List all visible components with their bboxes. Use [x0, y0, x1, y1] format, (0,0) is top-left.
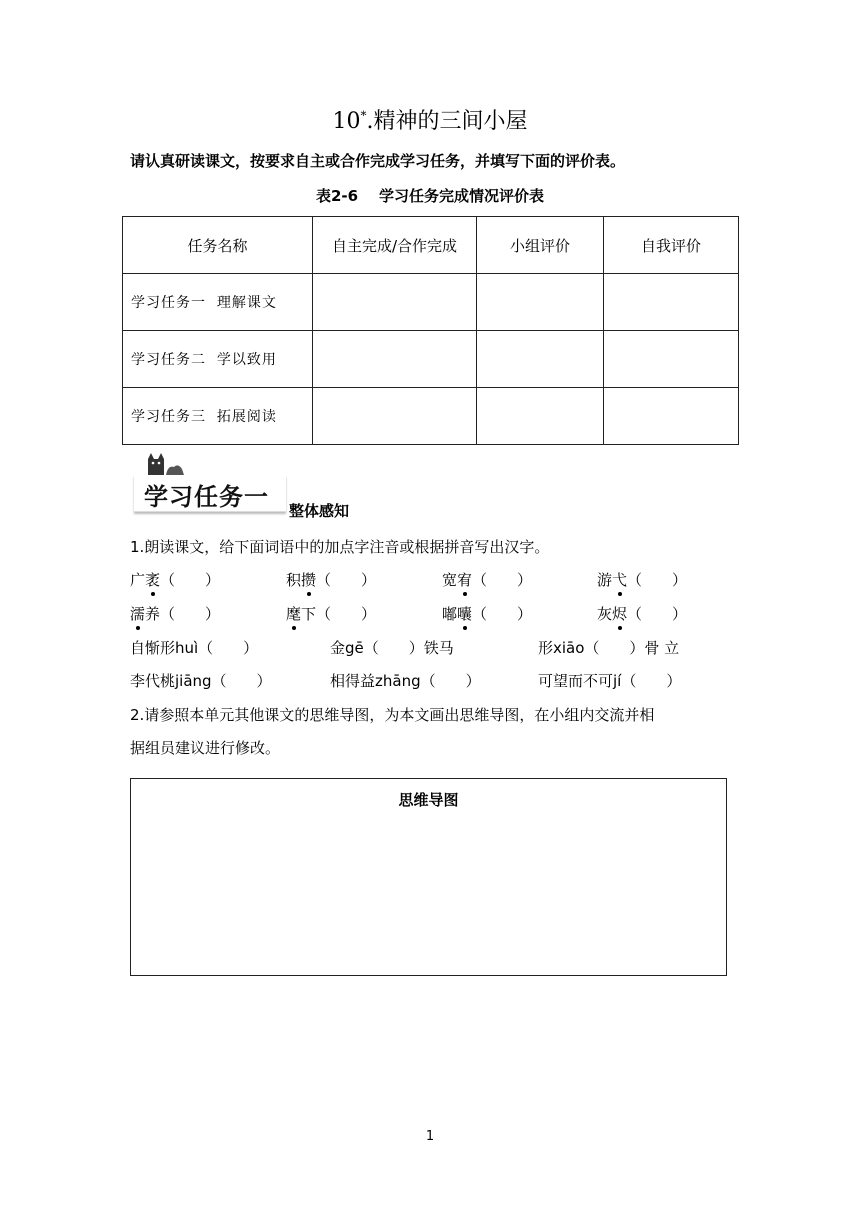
- title-asterisk: *: [360, 108, 367, 123]
- question-1-text: 1.朗读课文，给下面词语中的加点字注音或根据拼音写出汉字。: [130, 538, 550, 556]
- vocab-item: 游弋（ ）: [597, 571, 688, 589]
- question-2-line-2: 据组员建议进行修改。: [130, 739, 281, 757]
- dotted-character: 烬: [612, 605, 628, 623]
- task-one-badge: [130, 447, 288, 513]
- table-row: [123, 331, 739, 388]
- vocab-item: 濡养（ ）: [130, 605, 221, 623]
- vocab-item: 积攒（ ）: [286, 571, 377, 589]
- table-header-row: [123, 217, 739, 274]
- vocab-item: 李代桃jiāng（ ）: [130, 672, 272, 690]
- vocab-item: 嘟囔（ ）: [442, 605, 533, 623]
- table-caption: 表2-6 学习任务完成情况评价表: [316, 187, 544, 205]
- table-row: [123, 388, 739, 445]
- task-name-cell: 学习任务三 拓展阅读: [123, 388, 313, 445]
- vocab-item: 相得益zhāng（ ）: [330, 672, 481, 690]
- title-number: 10: [332, 109, 361, 134]
- self-eval-cell[interactable]: [604, 388, 739, 445]
- section-label: 整体感知: [289, 502, 350, 520]
- page-title: [0, 104, 860, 135]
- vocab-item: 金gē（ ）铁马: [330, 639, 454, 657]
- dotted-character: 濡: [130, 605, 146, 623]
- completion-mode-cell[interactable]: [313, 331, 477, 388]
- page-number: 1: [425, 1129, 435, 1144]
- vocab-item: 灰烬（ ）: [597, 605, 688, 623]
- self-eval-cell[interactable]: [604, 274, 739, 331]
- header-group-eval: 小组评价: [477, 217, 604, 274]
- dotted-character: 攒: [301, 571, 317, 589]
- header-self-eval: 自我评价: [604, 217, 739, 274]
- dotted-character: 麾: [286, 605, 302, 623]
- vocab-item: 形xiāo（ ）骨 立: [538, 639, 680, 657]
- task-name-cell: 学习任务二 学以致用: [123, 331, 313, 388]
- completion-mode-cell[interactable]: [313, 274, 477, 331]
- header-completion-mode: 自主完成/合作完成: [313, 217, 477, 274]
- self-eval-cell[interactable]: [604, 331, 739, 388]
- vocab-item: 宽宥（ ）: [442, 571, 533, 589]
- cat-icon: [144, 451, 188, 475]
- vocab-item: 麾下（ ）: [286, 605, 377, 623]
- completion-mode-cell[interactable]: [313, 388, 477, 445]
- title-text: .精神的三间小屋: [366, 109, 528, 134]
- dotted-character: 袤: [145, 571, 161, 589]
- dotted-character: 弋: [612, 571, 628, 589]
- dotted-character: 宥: [457, 571, 473, 589]
- badge-text: 学习任务一: [144, 483, 269, 511]
- task-name-cell: 学习任务一 理解课文: [123, 274, 313, 331]
- mind-map-title: 思维导图: [398, 791, 459, 809]
- vocab-item: 广袤（ ）: [130, 571, 221, 589]
- group-eval-cell[interactable]: [477, 274, 604, 331]
- evaluation-table: [122, 216, 739, 445]
- dotted-character: 囔: [457, 605, 473, 623]
- table-row: [123, 274, 739, 331]
- group-eval-cell[interactable]: [477, 388, 604, 445]
- group-eval-cell[interactable]: [477, 331, 604, 388]
- vocab-item: 自惭形huì（ ）: [130, 639, 259, 657]
- instructions: 请认真研读课文，按要求自主或合作完成学习任务，并填写下面的评价表。: [130, 152, 626, 170]
- header-task-name: 任务名称: [123, 217, 313, 274]
- question-2-line-1: 2.请参照本单元其他课文的思维导图，为本文画出思维导图，在小组内交流并相: [130, 706, 655, 724]
- vocab-item: 可望而不可jí（ ）: [538, 672, 682, 690]
- mind-map-box[interactable]: [130, 778, 727, 976]
